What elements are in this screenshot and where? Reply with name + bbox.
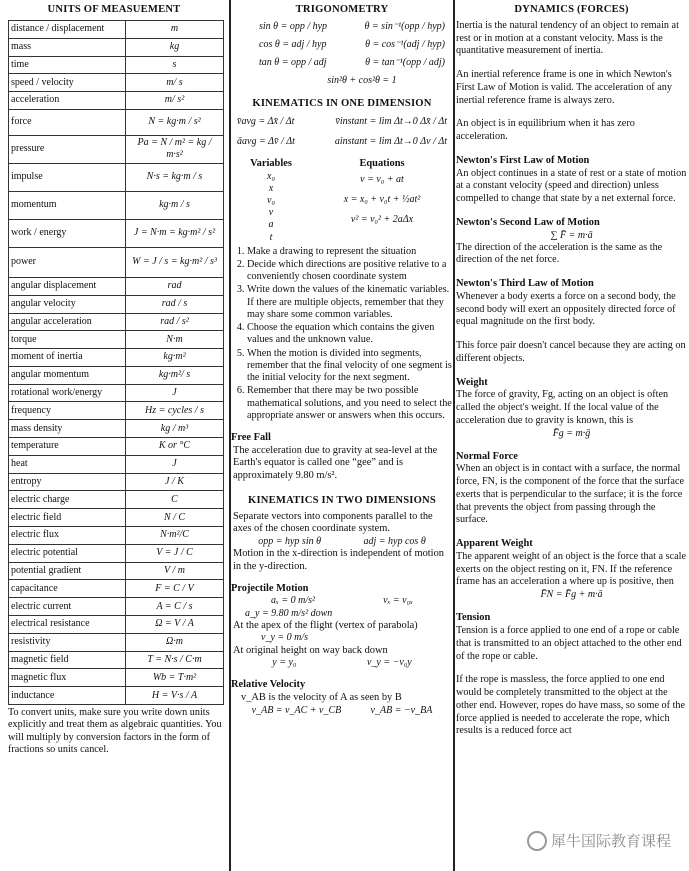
trig-row bbox=[259, 57, 445, 69]
trig-row bbox=[259, 39, 445, 51]
kin-variable: v bbox=[268, 207, 274, 219]
unit-cell: rad bbox=[126, 277, 224, 295]
units-row bbox=[9, 455, 224, 473]
units-row bbox=[9, 438, 224, 456]
unit-cell: Ω·m bbox=[126, 633, 224, 651]
unit-cell: m bbox=[126, 20, 224, 38]
units-row bbox=[9, 651, 224, 669]
quantity-cell: inductance bbox=[9, 687, 126, 705]
unit-cell: Wb = T·m² bbox=[126, 669, 224, 687]
quantity-cell: frequency bbox=[9, 402, 126, 420]
kin-step: 1. Make a drawing to represent the situation bbox=[247, 246, 453, 258]
quantity-cell: rotational work/energy bbox=[9, 384, 126, 402]
trig-inverse: θ = sin⁻¹(opp / hyp) bbox=[364, 20, 445, 32]
weight-text: The force of gravity, Fg, acting on an object is often called the object's weight. If the local value of the acceleration due to gravity is known, this is bbox=[456, 389, 669, 426]
kin-equation: v = v₀ + at bbox=[360, 173, 404, 185]
quantity-cell: angular acceleration bbox=[9, 313, 126, 331]
quantity-cell: electric flux bbox=[9, 527, 126, 545]
units-row bbox=[9, 473, 224, 491]
quantity-cell: angular displacement bbox=[9, 277, 126, 295]
y-eq: y = y₀ bbox=[272, 657, 297, 669]
ax-eq: aₓ = 0 m/s² bbox=[271, 595, 316, 607]
apex-text: At the apex of the flight (vertex of parabola) bbox=[233, 619, 418, 631]
units-row bbox=[9, 349, 224, 367]
units-row bbox=[9, 687, 224, 705]
units-row bbox=[9, 616, 224, 634]
unit-cell: m/ s bbox=[126, 74, 224, 92]
units-row bbox=[9, 509, 224, 527]
units-row bbox=[9, 219, 224, 247]
kin-step: 3. Write down the values of the kinematic variables. If there are multiple objects, remember that they may share some common variables. bbox=[247, 284, 453, 321]
units-row bbox=[9, 402, 224, 420]
trig-title: TRIGONOMETRY bbox=[295, 4, 389, 15]
quantity-cell: potential gradient bbox=[9, 562, 126, 580]
kin-equation: v² = v₀² + 2aΔx bbox=[350, 214, 414, 226]
unit-cell: J bbox=[126, 384, 224, 402]
vyy-eq: v_y = −v₀y bbox=[366, 657, 412, 669]
quantity-cell: angular momentum bbox=[9, 366, 126, 384]
unit-cell: K or °C bbox=[126, 438, 224, 456]
quantity-cell: capacitance bbox=[9, 580, 126, 598]
kin2-text2: Motion in the x-direction is independent of motion in the y-direction. bbox=[233, 548, 444, 572]
freefall-text: The acceleration due to gravity at sea-level at the Earth's equator is called one “gee” and is approximately 9.80 m/s². bbox=[233, 444, 438, 482]
quantity-cell: entropy bbox=[9, 473, 126, 491]
units-row bbox=[9, 109, 224, 135]
unit-cell: N = kg·m / s² bbox=[126, 109, 224, 135]
units-row bbox=[9, 38, 224, 56]
unit-cell: m/ s² bbox=[126, 92, 224, 110]
kin-variable: t bbox=[269, 231, 273, 243]
units-row bbox=[9, 527, 224, 545]
unit-cell: rad / s bbox=[126, 295, 224, 313]
quantity-cell: torque bbox=[9, 331, 126, 349]
quantity-cell: electric current bbox=[9, 598, 126, 616]
ay-eq: a_y = 9.80 m/s² down bbox=[245, 607, 333, 619]
trig-identity: sin²θ + cos²θ = 1 bbox=[327, 75, 397, 87]
units-row bbox=[9, 247, 224, 277]
kin-equation: x = x₀ + v₀t + ½at² bbox=[343, 193, 421, 205]
unit-cell: V / m bbox=[126, 562, 224, 580]
quantity-cell: temperature bbox=[9, 438, 126, 456]
normal-text: When an object is in contact with a surface, the normal force, FN, is the component of the force that the surface exerts that is perpendicular to the surface; it is the force that prevents the object from passing through the surface. bbox=[456, 463, 685, 526]
normal-title: Normal Force bbox=[456, 450, 518, 462]
quantity-cell: speed / velocity bbox=[9, 74, 126, 92]
units-row bbox=[9, 20, 224, 38]
tension-title: Tension bbox=[456, 612, 491, 624]
unit-cell: N·m bbox=[126, 331, 224, 349]
velocity-formulas bbox=[237, 116, 447, 128]
proj-x bbox=[237, 595, 447, 607]
quantity-cell: distance / displacement bbox=[9, 20, 126, 38]
tension-text2: If the rope is massless, the force applied to one end would be completely transmitted to the object at the other end. However, ropes do have mass, so some of the force applied is needed to accelerate the rope, which results is a reduced force act bbox=[456, 674, 686, 737]
n2-title: Newton's Second Law of Motion bbox=[456, 216, 600, 228]
kin-variable: a bbox=[268, 219, 274, 231]
rel-title: Relative Velocity bbox=[231, 679, 306, 691]
unit-cell: Pa = N / m² = kg / m·s² bbox=[126, 135, 224, 163]
unit-cell: N·s = kg·m / s bbox=[126, 163, 224, 191]
dynamics-column bbox=[456, 0, 687, 871]
quantity-cell: resistivity bbox=[9, 633, 126, 651]
eq-adj: adj = hyp cos θ bbox=[363, 536, 426, 548]
inst-velocity: v̄instant = lim Δt→0 Δx̄ / Δt bbox=[335, 115, 447, 127]
unit-cell: C bbox=[126, 491, 224, 509]
equilibrium-text: An object is in equilibrium when it has zero acceleration. bbox=[456, 118, 635, 143]
rel-text: v_AB is the velocity of A as seen by B bbox=[241, 692, 402, 704]
units-title: UNITS OF MEASUEMENT bbox=[47, 4, 181, 15]
quantity-cell: moment of inertia bbox=[9, 349, 126, 367]
unit-cell: kg·m²/ s bbox=[126, 366, 224, 384]
units-row bbox=[9, 544, 224, 562]
units-row bbox=[9, 598, 224, 616]
units-row bbox=[9, 420, 224, 438]
kin1-vars-eqs bbox=[231, 158, 453, 244]
units-row bbox=[9, 331, 224, 349]
unit-cell: F = C / V bbox=[126, 580, 224, 598]
rel-eqs bbox=[237, 705, 447, 717]
vy-eq: v_y = 0 m/s bbox=[261, 632, 309, 644]
apparent-text: The apparent weight of an object is the force that a scale exerts on the object resting on it, FN. If the reference frame has an acceleration a where up is positive, then bbox=[456, 550, 686, 588]
inst-accel: ainstant = lim Δt→0 Δv / Δt bbox=[334, 135, 447, 147]
unit-cell: Ω = V / A bbox=[126, 616, 224, 634]
unit-cell: V = J / C bbox=[126, 544, 224, 562]
kin2-text1: Separate vectors into components parallel to the axes of the chosen coordinate system. bbox=[233, 510, 433, 535]
units-row bbox=[9, 313, 224, 331]
units-row bbox=[9, 562, 224, 580]
kin1-steps bbox=[231, 246, 453, 422]
avg-accel: āavg = Δv̄ / Δt bbox=[237, 135, 295, 147]
unit-cell: H = V·s / A bbox=[126, 687, 224, 705]
pair-text: This force pair doesn't cancel because they are acting on different objects. bbox=[456, 340, 686, 364]
quantity-cell: electrical resistance bbox=[9, 616, 126, 634]
component-formulas bbox=[237, 536, 447, 548]
trig-inverse: θ = tan⁻¹(opp / adj) bbox=[365, 57, 445, 69]
vx-eq: vₓ = v₀ₓ bbox=[383, 595, 413, 607]
trig-ratio: sin θ = opp / hyp bbox=[259, 20, 328, 32]
units-row bbox=[9, 163, 224, 191]
quantity-cell: electric charge bbox=[9, 491, 126, 509]
n2-eq: ∑ F̄ = m·ā bbox=[550, 229, 593, 241]
column-divider bbox=[453, 0, 455, 871]
proj-y bbox=[237, 657, 447, 669]
apparent-title: Apparent Weight bbox=[456, 538, 533, 550]
n3-title: Newton's Third Law of Motion bbox=[456, 278, 594, 290]
acceleration-formulas bbox=[237, 136, 447, 148]
kin-variable: x₀ bbox=[267, 170, 275, 182]
n1-text: An object continues in a state of rest or a state of motion at a constant velocity (speed and direction) unless compelled to change that state by a net external force. bbox=[456, 167, 687, 205]
unit-cell: W = J / s = kg·m² / s³ bbox=[126, 247, 224, 277]
proj-title: Projectile Motion bbox=[231, 582, 309, 594]
units-row bbox=[9, 295, 224, 313]
frame-text: An inertial reference frame is one in which Newton's First Law of Motion is valid. The acceleration of any inertial reference frame is always zero. bbox=[456, 69, 672, 106]
kin-variable: x bbox=[268, 182, 274, 194]
freefall-title: Free Fall bbox=[231, 432, 271, 444]
vars-label: Variables bbox=[250, 157, 292, 169]
units-row bbox=[9, 633, 224, 651]
rel-eq1: v_AB = v_AC + v_CB bbox=[251, 704, 342, 716]
watermark bbox=[527, 830, 671, 852]
units-row bbox=[9, 135, 224, 163]
quantity-cell: power bbox=[9, 247, 126, 277]
quantity-cell: pressure bbox=[9, 135, 126, 163]
rel-eq2: v_AB = −v_BA bbox=[370, 704, 433, 716]
unit-cell: kg bbox=[126, 38, 224, 56]
trig-row bbox=[259, 21, 445, 33]
units-row bbox=[9, 491, 224, 509]
watermark-text: 犀牛国际教育课程 bbox=[550, 831, 671, 850]
quantity-cell: impulse bbox=[9, 163, 126, 191]
units-row bbox=[9, 277, 224, 295]
inertia-text: Inertia is the natural tendency of an object to remain at rest or in motion at a constant velocity. Mass is the quantitative measurement of inertia. bbox=[456, 19, 679, 57]
quantity-cell: momentum bbox=[9, 191, 126, 219]
kin2-title: KINEMATICS IN TWO DIMENSIONS bbox=[248, 494, 436, 506]
weight-eq: F̄g = m·ḡ bbox=[552, 427, 591, 439]
units-table bbox=[8, 20, 224, 705]
units-row bbox=[9, 366, 224, 384]
trig-inverse: θ = cos⁻¹(adj / hyp) bbox=[365, 39, 445, 51]
n3-text: Whenever a body exerts a force on a second body, the second body will exert an oppositely directed force of equal magnitude on the first body. bbox=[456, 290, 676, 328]
kin-step: 6. Remember that there may be two possible mathematical solutions, and you need to select the appropriate answer or answers when this occurs. bbox=[247, 385, 453, 422]
quantity-cell: time bbox=[9, 56, 126, 74]
quantity-cell: work / energy bbox=[9, 219, 126, 247]
unit-cell: Hz = cycles / s bbox=[126, 402, 224, 420]
n2-text: The direction of the acceleration is the same as the direction of the net force. bbox=[456, 241, 663, 266]
apparent-eq: F̄N = F̄g + m·ā bbox=[540, 589, 603, 601]
n1-title: Newton's First Law of Motion bbox=[456, 154, 590, 166]
unit-cell: kg / m³ bbox=[126, 420, 224, 438]
kin-step: 4. Choose the equation which contains the given values and the unknown value. bbox=[247, 322, 453, 346]
unit-cell: A = C / s bbox=[126, 598, 224, 616]
quantity-cell: angular velocity bbox=[9, 295, 126, 313]
unit-cell: s bbox=[126, 56, 224, 74]
kin-step: 5. When the motion is divided into segments, remember that the final velocity of one segment is the initial velocity for the next segment. bbox=[247, 348, 453, 385]
eqs-label: Equations bbox=[359, 157, 405, 169]
quantity-cell: electric field bbox=[9, 509, 126, 527]
avg-velocity: v̄avg = Δx̄ / Δt bbox=[237, 115, 295, 127]
weight-title: Weight bbox=[456, 376, 488, 388]
quantity-cell: heat bbox=[9, 455, 126, 473]
units-row bbox=[9, 384, 224, 402]
unit-cell: N·m²/C bbox=[126, 527, 224, 545]
trig-formulas bbox=[231, 21, 453, 70]
quantity-cell: magnetic flux bbox=[9, 669, 126, 687]
units-row bbox=[9, 56, 224, 74]
units-row bbox=[9, 74, 224, 92]
dyn-title: DYNAMICS (FORCES) bbox=[514, 4, 629, 15]
quantity-cell: mass density bbox=[9, 420, 126, 438]
kin-step: 2. Decide which directions are positive relative to a conveniently chosen coordinate system bbox=[247, 259, 453, 283]
unit-cell: J / K bbox=[126, 473, 224, 491]
unit-cell: T = N·s / C·m bbox=[126, 651, 224, 669]
units-row bbox=[9, 669, 224, 687]
units-row bbox=[9, 191, 224, 219]
unit-cell: rad / s² bbox=[126, 313, 224, 331]
units-row bbox=[9, 580, 224, 598]
trig-ratio: tan θ = opp / adj bbox=[259, 57, 327, 69]
units-row bbox=[9, 92, 224, 110]
kin-variable: v₀ bbox=[267, 195, 275, 207]
units-note: To convert units, make sure you write down units explicitly and treat them as algebraic quantities. You will multiply by conversion factors in the form of fractions so units cancel. bbox=[8, 707, 222, 756]
units-column bbox=[0, 0, 228, 871]
quantity-cell: mass bbox=[9, 38, 126, 56]
kin1-title: KINEMATICS IN ONE DIMENSION bbox=[252, 97, 432, 109]
tension-text1: Tension is a force applied to one end of a rope or cable that is transmitted to an object attached to the other end of the rope or cable. bbox=[456, 625, 682, 662]
trig-ratio: cos θ = adj / hyp bbox=[259, 39, 327, 51]
eq-opp: opp = hyp sin θ bbox=[258, 536, 322, 548]
quantity-cell: force bbox=[9, 109, 126, 135]
unit-cell: kg·m / s bbox=[126, 191, 224, 219]
unit-cell: kg·m² bbox=[126, 349, 224, 367]
wechat-logo-icon bbox=[527, 831, 547, 851]
kinematics-column bbox=[231, 0, 453, 871]
quantity-cell: magnetic field bbox=[9, 651, 126, 669]
quantity-cell: electric potential bbox=[9, 544, 126, 562]
unit-cell: N / C bbox=[126, 509, 224, 527]
quantity-cell: acceleration bbox=[9, 92, 126, 110]
unit-cell: J = N·m = kg·m² / s² bbox=[126, 219, 224, 247]
back-text: At original height on way back down bbox=[233, 644, 388, 656]
unit-cell: J bbox=[126, 455, 224, 473]
